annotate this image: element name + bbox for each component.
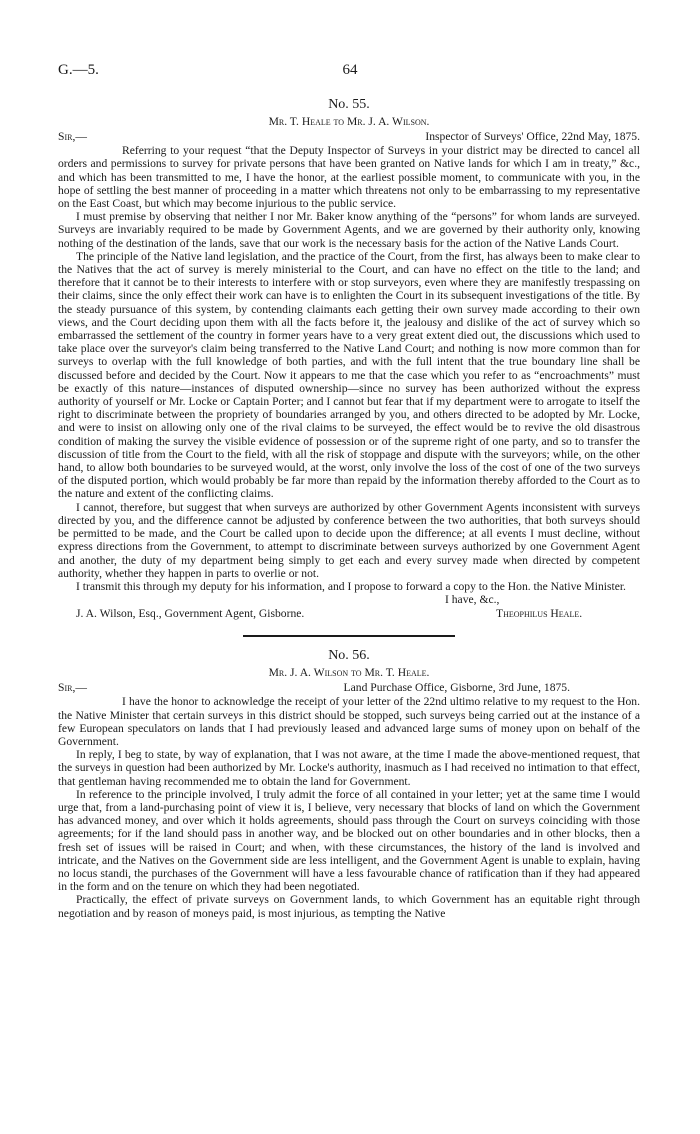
page-header — [58, 62, 642, 82]
page-number: 64 — [342, 62, 358, 78]
salutation-line — [58, 130, 640, 144]
signature: Theophilus Heale. — [496, 607, 583, 621]
letter-paragraph: The principle of the Native land legislation, and the practice of the Court, from the first, has always been to make clear to the Natives that the act of survey is merely ministerial to the Court, and can have no effect on the title to the land; and therefore that it cannot be to their interests to interfere with or stop surveyors, even where they are manifestly trespassing on their claims, since the only effect their work can have is to enlighten the Court in its subsequent investigations of the title. By the steady pursuance of this system, by contending claimants each getting their own survey made according to their own views, and the Court deciding upon them with all the facts before it, the jealousy and dislike of the act of survey which so embarrassed the settlement of the country in former years have to a very great extent died out, the discussions which used to take place over the surveyor's claim being transferred to the Native Land Court; and nothing is now more common than for surveys to overlap with the full knowledge of both parties, and with the full intent that the true boundary line shall be discussed before and decided by the Court. Now it appears to me that the case which you refer to as “encroachments” must be exactly of this nature—instances of disputed ownership—since no survey has been authorized without the express authority of yourself or Mr. Locke or Captain Porter; and I cannot but fear that if my department were to arrogate to itself the right to discriminate between the propriety of boundaries arranged by you, and others directed to be adopted by Mr. Locke, and were to insist on allowing only one of the rival claims to be surveyed, the effect would be to revive the old disastrous condition of making the survey the visible evidence of possession or of the supreme right of one party, and so to transfer the discussion of title from the Court to the field, with all the risk of stoppage and dispute with the surveyors; while, on the other hand, to allow both boundaries to be surveyed would, at the worst, only involve the loss of the cost of one of the two surveys of the disputed portion, which would probably be far more than repaid by the information thereby afforded to the Court as to the nature and extent of the conflicting claims. — [58, 249, 640, 501]
letter-55 — [58, 96, 640, 621]
section-divider — [243, 635, 455, 637]
letter-paragraph: In reference to the principle involved, I truly admit the force of all contained in your letter; yet at the same time I would urge that, from a land-purchasing point of view it is, I believe, very necessary that blocks of land on which the Government has advanced money, and over which it holds agreements, should pass through the Court on surveys coinciding with those agreements; for if the land should pass in another way, and be blocked out on other boundaries and in other blocks, then a fresh set of issues will be raised in Court; and when, with these circumstances, the history of the land is involved and intricate, and the Natives on the Government side are less intelligent, and the Government Agent is unable to explain, having no locus standi, the purchases of the Government will have a less favourable chance of ratification than if they had appeared in the form and on the tenure on which they had been negotiated. — [58, 787, 640, 894]
letter-number: No. 55. — [328, 97, 370, 112]
signature-line — [58, 607, 640, 621]
letter-heading: Mr. J. A. Wilson to Mr. T. Heale. — [268, 666, 430, 680]
letter-heading: Mr. T. Heale to Mr. J. A. Wilson. — [268, 115, 430, 128]
salutation: Sir,— — [58, 681, 87, 695]
letter-paragraph: Practically, the effect of private surveys on Government lands, to which Government has an equitable right through negotiation and by reason of moneys paid, is most injurious, as tempting the Native — [58, 893, 640, 920]
closing: I have, &c., — [445, 593, 500, 607]
letter-paragraph: Referring to your request “that the Deputy Inspector of Surveys in your district may be directed to cancel all orders and permissions to survey for private persons that have been granted on Native lands for which I am in treaty,” &c., and which has been transmitted to me, I have the honor, at the earliest possible moment, to communicate with you, in the hope of settling the best manner of proceeding in a matter which threatens not only to be embarrassing to my representative on the East Coast, but which may become injurious to the public service. — [58, 144, 640, 211]
letter-paragraph: In reply, I beg to state, by way of explanation, that I was not aware, at the time I made the above-mentioned request, that the surveys in question had been authorized by Mr. Locke's authority, inasmuch as I had received no intimation to that effect, that gentleman having recommended me to obtain the land for Government. — [58, 748, 640, 788]
page-content — [58, 96, 640, 920]
closing-line — [58, 593, 640, 607]
letter-paragraph: I transmit this through my deputy for his information, and I propose to forward a copy to the Hon. the Native Minister. — [76, 579, 626, 593]
letter-number: No. 56. — [328, 648, 370, 664]
letter-paragraph: I cannot, therefore, but suggest that when surveys are authorized by other Government Agents inconsistent with surveys directed by you, and the difference cannot be adjusted by conference between the two authorities, that both surveys should be permitted to be made, and the Court be called upon to decide upon the difference; at all events I must decline, without express directions from the Government, to attempt to discriminate between surveys authorized by one Government Agent and another, the duty of my department being simply to get each and every survey made when directed by competent authority, whether they happen in parts to overlie or not. — [58, 500, 640, 580]
letter-56 — [58, 647, 640, 920]
addressee: J. A. Wilson, Esq., Government Agent, Gisborne. — [76, 607, 305, 621]
salutation-line — [58, 681, 640, 695]
letter-paragraph: I must premise by observing that neither I nor Mr. Baker know anything of the “persons” for whom lands are surveyed. Surveys are invariably required to be made by Government Agents, and we are governed by their authority only, knowing nothing of the destination of the lands, save that our work is the necessary basis for the action of the Native Lands Court. — [58, 210, 640, 250]
letter-paragraph: I have the honor to acknowledge the receipt of your letter of the 22nd ultimo relative to my request to the Hon. the Native Minister that certain surveys in this district should be stopped, such surveys being carried out at the instance of a few European speculators on lands that I had previously leased and advanced large sums of money upon on behalf of the Government. — [58, 695, 640, 748]
salutation: Sir,— — [58, 130, 87, 144]
place-date: Land Purchase Office, Gisborne, 3rd June, 1875. — [343, 681, 570, 695]
place-date: Inspector of Surveys' Office, 22nd May, 1875. — [425, 130, 640, 144]
document-reference: G.—5. — [58, 62, 99, 78]
